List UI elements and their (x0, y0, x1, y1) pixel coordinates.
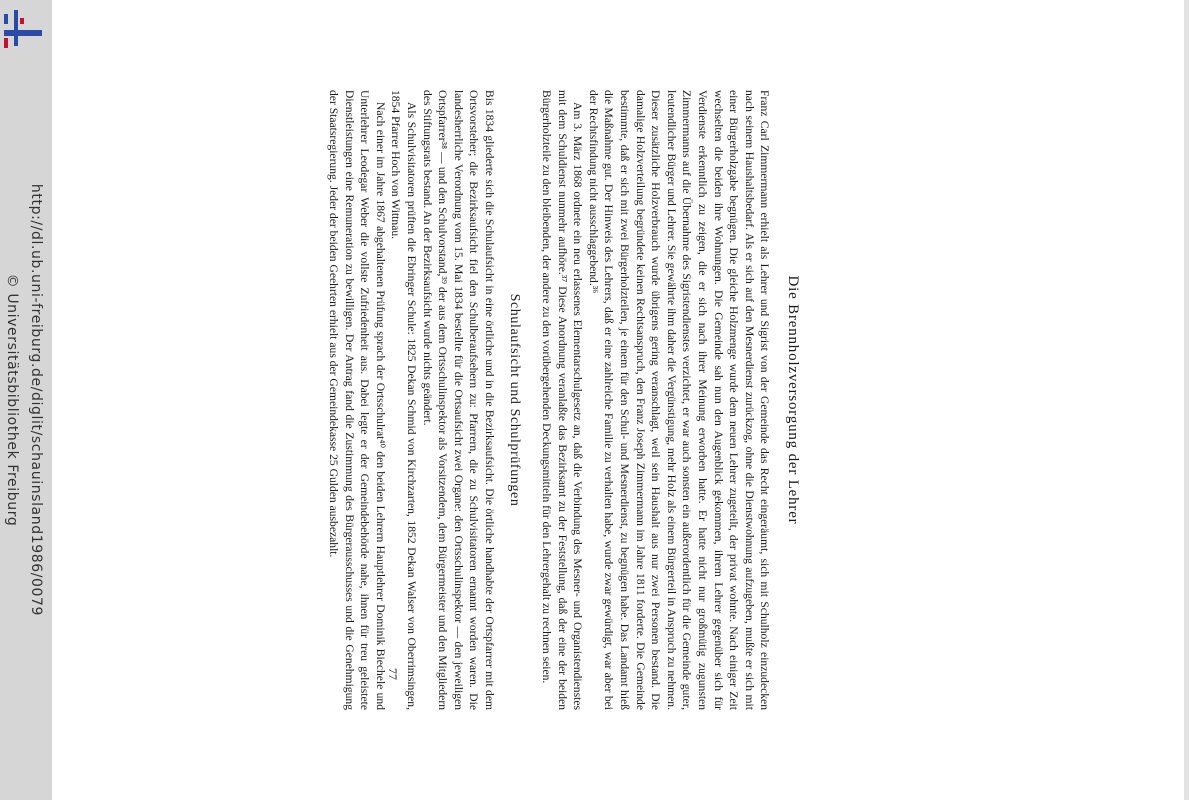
chapter-title: Die Brennholzversorgung der Lehrer (785, 275, 801, 525)
paragraph: Bis 1834 gliederte sich die Schulaufsicht in eine örtliche und in die Bezirksaufsicht. Die örtliche handhabte der Ortspfarrer mit dem Ortsvorsteher; die Bezirksaufsicht fiel den Schulberaufsehern zu: Pfarrern, die zu Schulvisitatoren ernannt worden waren. Die landesherrliche Verordnung vom 15. Mai 1834 bestellte für die Ortsaufsicht zwei Organe: den Ortsschulinspektor — den jeweiligen Ortspfarrer³⁸ — und den Schulvorstand,³⁹ der aus dem Ortsschulinspektor als Vorsitzendem, dem Bürgermeister und den Mitgliedern des Stiftungsrats bestand. An der Bezirksaufsicht wurde nichts geändert. (420, 90, 496, 710)
library-logo-icon (0, 10, 46, 50)
page-edge (1184, 0, 1189, 800)
copyright-notice: © Universitätsbibliothek Freiburg (4, 273, 20, 527)
paragraph: Am 3. März 1868 ordnete ein neu erlassenes Elementarschulgesetz an, daß die Verbindung des Mesner- und Organistendienstes mit dem Schuldienst nunmehr aufhöre.³⁷ Diese Anordnung veranlaßte das Bezirksamt zu der Feststellung, daß der eine der beiden Bürgerholzteile zu den bleibenden, der andere zu den vorübergehenden Deckungsmitteln für den Lehrergehalt zu rechnen seien. (540, 90, 585, 710)
book-page (326, 90, 801, 710)
paragraph: Franz Carl Zimmermann erhielt als Lehrer und Sigrist von der Gemeinde das Recht eingeräumt, sich mit Schulholz einzudecken nach seinem Haushaltsbedarf. Als er sich auf den Mesnerdienst zurückzog, ohne die Dienstwohnung aufzugeben, mußte er sich mit einer Bürgerholzgabe begnügen. Die gleiche Holzmenge wurde dem neuen Lehrer zugeteilt, der privat wohnte. Nach einiger Zeit wechselten die beiden ihre Wohnungen. Die Gemeinde sah nun den Augenblick gekommen, ihrem Lehrer gegenüber sich für Verdienste erkenntlich zu zeigen, die er sich nach ihrer Meinung erworben hatte. Er hatte nicht nur großmütig zugunsten Zimmermanns auf die Übernahme des Sigristendienstes verzichtet, er war auch sonsten ein außerordentlich für die Gemeinde guter, leutendlicher Bürger und Lehrer. Sie gewährte ihm daher die Vergünstigung, mehr Holz als einem Bürgerteil in Anspruch zu nehmen. Dieser zusätzliche Holzverbrauch wurde übrigens gering veranschlagt, weil sein Haushalt aus nur zwei Personen bestand. Die damalige Holzverteilung begründete keinen Rechtsanspruch, den Franz Joseph Zimmermann im Jahre 1811 forderte. Die Gemeinde bestimmte, daß er sich mit zwei Bürgerholzteilen, je einem für den Schul- und Mesnerdienst, zu begnügen habe. Das Landamt hieß die Maßnahme gut. Der Hinweis des Lehrers, daß er eine zahlreiche Familie zu verhalten habe, wurde zwar gewürdigt, war aber bei der Rechtsfindung nicht ausschlaggebend.³⁶ (586, 90, 772, 710)
paragraph: Nach einer im Jahre 1867 abgehaltenen Prüfung sprach der Ortsschulrat⁴⁰ den beiden Lehrern Hauptlehrer Dominik Biechele und Unterlehrer Leodegar Weber die vollste Zufriedenheit aus. Dabei legte er der Gemeindebehörde nahe, ihnen für treu geleistete Dienstleistungen eine Remuneration zu bewilligen. Der Antrag fand die Zustimmung des Bürgerausschusses und die Genehmigung der Staatsregierung. Jeder der beiden Geehrten erhielt aus der Gemeindekasse 25 Gulden ausbezahlt. (326, 90, 387, 710)
source-url[interactable]: http://dl.ub.uni-freiburg.de/diglit/schauinsland1986/0079 (28, 183, 44, 617)
side-band (0, 0, 52, 800)
page-number: 77 (385, 668, 400, 680)
section-title: Schulaufsicht und Schulprüfungen (507, 293, 523, 507)
paragraph: Als Schulvisitatoren prüften die Ebringer Schule: 1825 Dekan Schmid von Kirchzarten, 1852 Dekan Walser von Oberrimsingen, 1854 Pfarrer Hoch von Wittnau. (389, 90, 418, 710)
